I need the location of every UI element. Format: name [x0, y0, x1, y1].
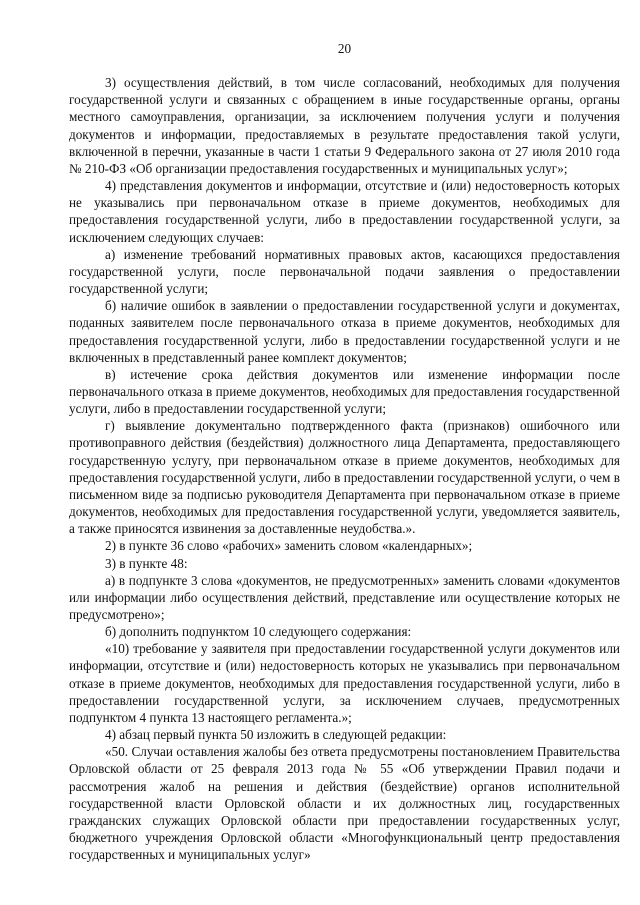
paragraph-item-4: 4) представления документов и информации, отсутствие и (или) недостоверность которых не указывались при первоначальном отказе в приеме документов, необходимых для предоставления государственной услуги, либо в предоставлении государственной услуги, за исключением следующих случаев:	[69, 178, 620, 245]
paragraph-amendment-3b: б) дополнить подпунктом 10 следующего содержания:	[105, 624, 412, 640]
paragraph-subitem-g: г) выявление документально подтвержденного факта (признаков) ошибочного или противоправного действия (бездействия) должностного лица Департамента, предоставляющего государственную услугу, при первоначальном отказе в приеме документов, необходимых для предоставления государственной услуги, либо в предоставлении государственной услуги, о чем в письменном виде за подписью руководителя Департамента при первоначальном отказе в приеме документов, необходимых для предоставления государственной услуги, уведомляется заявитель, а также приносятся извинения за доставленные неудобства.».	[69, 418, 620, 537]
paragraph-subitem-a: а) изменение требований нормативных правовых актов, касающихся предоставления государственной услуги, после первоначальной подачи заявления о предоставлении государственной услуги;	[69, 246, 620, 297]
paragraph-subitem-10: «10) требование у заявителя при предоставлении государственной услуги документов или информации, отсутствие и (или) недостоверность которых не указывались при первоначальном отказе в приеме документов, необходимых для предоставления государственной услуги, либо в предоставлении государственной услуги, за исключением случаев, предусмотренных подпунктом 4 пункта 13 настоящего регламента.»;	[69, 641, 620, 725]
paragraph-amendment-2: 2) в пункте 36 слово «рабочих» заменить словом «календарных»;	[105, 538, 473, 554]
paragraph-item-50: «50. Случаи оставления жалобы без ответа предусмотрены постановлением Правительства Орловской области от 25 февраля 2013 года № 55 «Об утверждении Правил подачи и рассмотрения жалоб на решения и действия (бездействие) органов исполнительной государственной власти Орловской области и их должностных лиц, государственных гражданских служащих Орловской области при предоставлении государственных услуг, бюджетного учреждения Орловской области «Многофункциональный центр предоставления государственных и муниципальных услуг»	[69, 744, 620, 863]
paragraph-amendment-3a: а) в подпункте 3 слова «документов, не предусмотренных» заменить словами «документов или информации либо осуществления действий, представление или осуществление которых не предусмотрено»;	[69, 572, 620, 622]
page-number: 20	[337, 41, 352, 56]
paragraph-subitem-v: в) истечение срока действия документов или изменение информации после первоначального отказа в приеме документов, необходимых для предоставления государственной услуги, либо в предоставлении государственной услуги;	[69, 366, 620, 417]
paragraph-amendment-3: 3) в пункте 48:	[105, 555, 188, 571]
paragraph-item-3: 3) осуществления действий, в том числе согласований, необходимых для получения государственной услуги и связанных с обращением в иные государственные органы, органы местного самоуправления, организации, за исключением получения услуги и получения документов и информации, предоставляемых в результате предоставления такой услуги, включенной в перечни, указанные в части 1 статьи 9 Федерального закона от 27 июля 2010 года № 210-ФЗ «Об организации предоставления государственных и муниципальных услуг»;	[69, 75, 620, 176]
paragraph-subitem-b: б) наличие ошибок в заявлении о предоставлении государственной услуги и документах, поданных заявителем после первоначального отказа в приеме документов, необходимых для предоставления государственной услуги, либо в предоставлении государственной услуги и не включенных в представленный ранее комплект документов;	[69, 298, 620, 365]
paragraph-amendment-4: 4) абзац первый пункта 50 изложить в следующей редакции:	[105, 727, 447, 743]
